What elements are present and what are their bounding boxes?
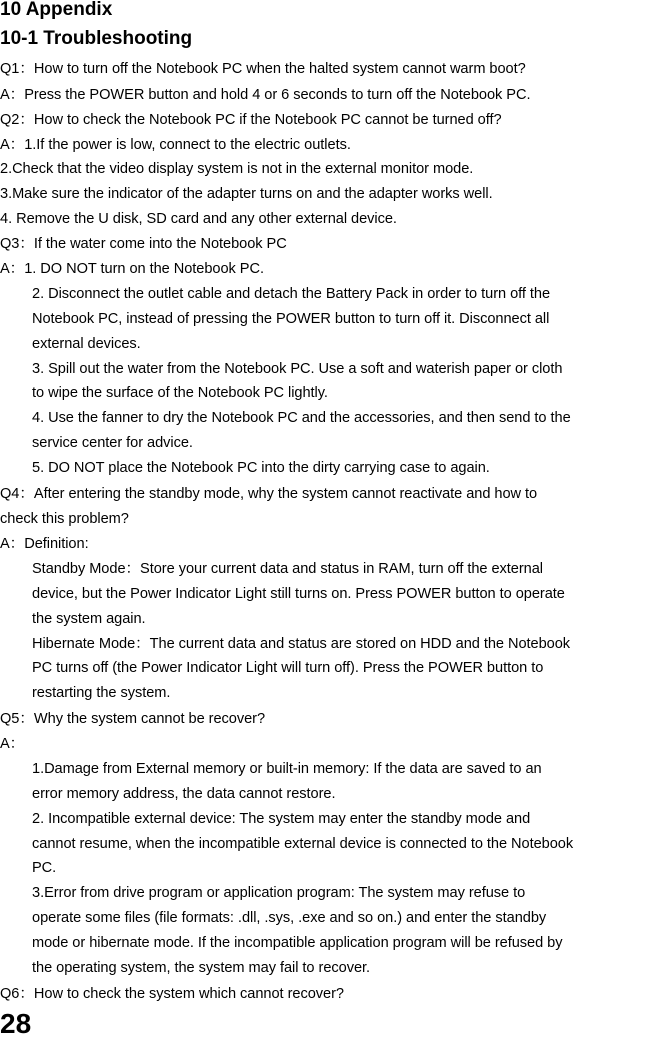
q2-answer-1: A：1.If the power is low, connect to the electric outlets. [0, 137, 351, 153]
q2-question: Q2：How to check the Notebook PC if the Notebook PC cannot be turned off? [0, 112, 502, 128]
q1-question: Q1：How to turn off the Notebook PC when the halted system cannot warm boot? [0, 61, 526, 77]
hibernate-mode-line-1: Hibernate Mode：The current data and status are stored on HDD and the Notebook [32, 636, 571, 652]
q4-question-line-1: Q4：After entering the standby mode, why the system cannot reactivate and how to [0, 486, 538, 502]
q5-answer-3-line-4: the operating system, the system may fail to recover. [32, 960, 371, 976]
hibernate-mode-line-3: restarting the system. [32, 685, 171, 701]
standby-mode-line-3: the system again. [32, 611, 146, 627]
q5-question: Q5：Why the system cannot be recover? [0, 711, 266, 727]
q2-answer-3: 3.Make sure the indicator of the adapter turns on and the adapter works well. [0, 186, 493, 202]
q5-answer-1-line-1: 1.Damage from External memory or built-in memory: If the data are saved to an [32, 761, 542, 777]
q5-answer-2-line-3: PC. [32, 860, 57, 876]
standby-mode-line-2: device, but the Power Indicator Light still turns on. Press POWER button to operate [32, 586, 565, 602]
page-number: 28 [0, 1008, 32, 1039]
q5-answer-1-line-2: error memory address, the data cannot restore. [32, 786, 336, 802]
hibernate-mode-line-2: PC turns off (the Power Indicator Light will turn off). Press the POWER button to [32, 660, 544, 676]
subsection-heading: 10-1 Troubleshooting [0, 28, 193, 49]
q2-answer-2: 2.Check that the video display system is not in the external monitor mode. [0, 161, 474, 177]
section-heading: 10 Appendix [0, 0, 113, 20]
q5-answer-2-line-2: cannot resume, when the incompatible external device is connected to the Notebook [32, 836, 574, 852]
q2-answer-4: 4. Remove the U disk, SD card and any other external device. [0, 211, 397, 227]
q3-answer-5: 5. DO NOT place the Notebook PC into the dirty carrying case to again. [32, 460, 490, 476]
q1-answer: A：Press the POWER button and hold 4 or 6 seconds to turn off the Notebook PC. [0, 87, 531, 103]
q5-answer-3-line-1: 3.Error from drive program or application program: The system may refuse to [32, 885, 526, 901]
q3-answer-4-line-2: service center for advice. [32, 435, 193, 451]
q5-answer-3-line-3: mode or hibernate mode. If the incompatible application program will be refused by [32, 935, 563, 951]
q5-answer: A： [0, 736, 25, 752]
q3-answer-1: A：1. DO NOT turn on the Notebook PC. [0, 261, 264, 277]
q3-answer-2-line-3: external devices. [32, 336, 141, 352]
q3-answer-2-line-1: 2. Disconnect the outlet cable and detach the Battery Pack in order to turn off the [32, 286, 551, 302]
q3-answer-3-line-1: 3. Spill out the water from the Notebook PC. Use a soft and waterish paper or cloth [32, 361, 563, 377]
q5-answer-2-line-1: 2. Incompatible external device: The system may enter the standby mode and [32, 811, 531, 827]
q4-question-line-2: check this problem? [0, 511, 129, 527]
standby-mode-line-1: Standby Mode：Store your current data and status in RAM, turn off the external [32, 561, 543, 577]
q3-question: Q3：If the water come into the Notebook PC [0, 236, 287, 252]
q6-question: Q6：How to check the system which cannot recover? [0, 986, 344, 1002]
q3-answer-2-line-2: Notebook PC, instead of pressing the POWER button to turn off it. Disconnect all [32, 311, 550, 327]
q4-answer-definition: A：Definition: [0, 536, 89, 552]
q3-answer-3-line-2: to wipe the surface of the Notebook PC lightly. [32, 385, 328, 401]
q3-answer-4-line-1: 4. Use the fanner to dry the Notebook PC and the accessories, and then send to the [32, 410, 571, 426]
q5-answer-3-line-2: operate some files (file formats: .dll, .sys, .exe and so on.) and enter the standby [32, 910, 547, 926]
